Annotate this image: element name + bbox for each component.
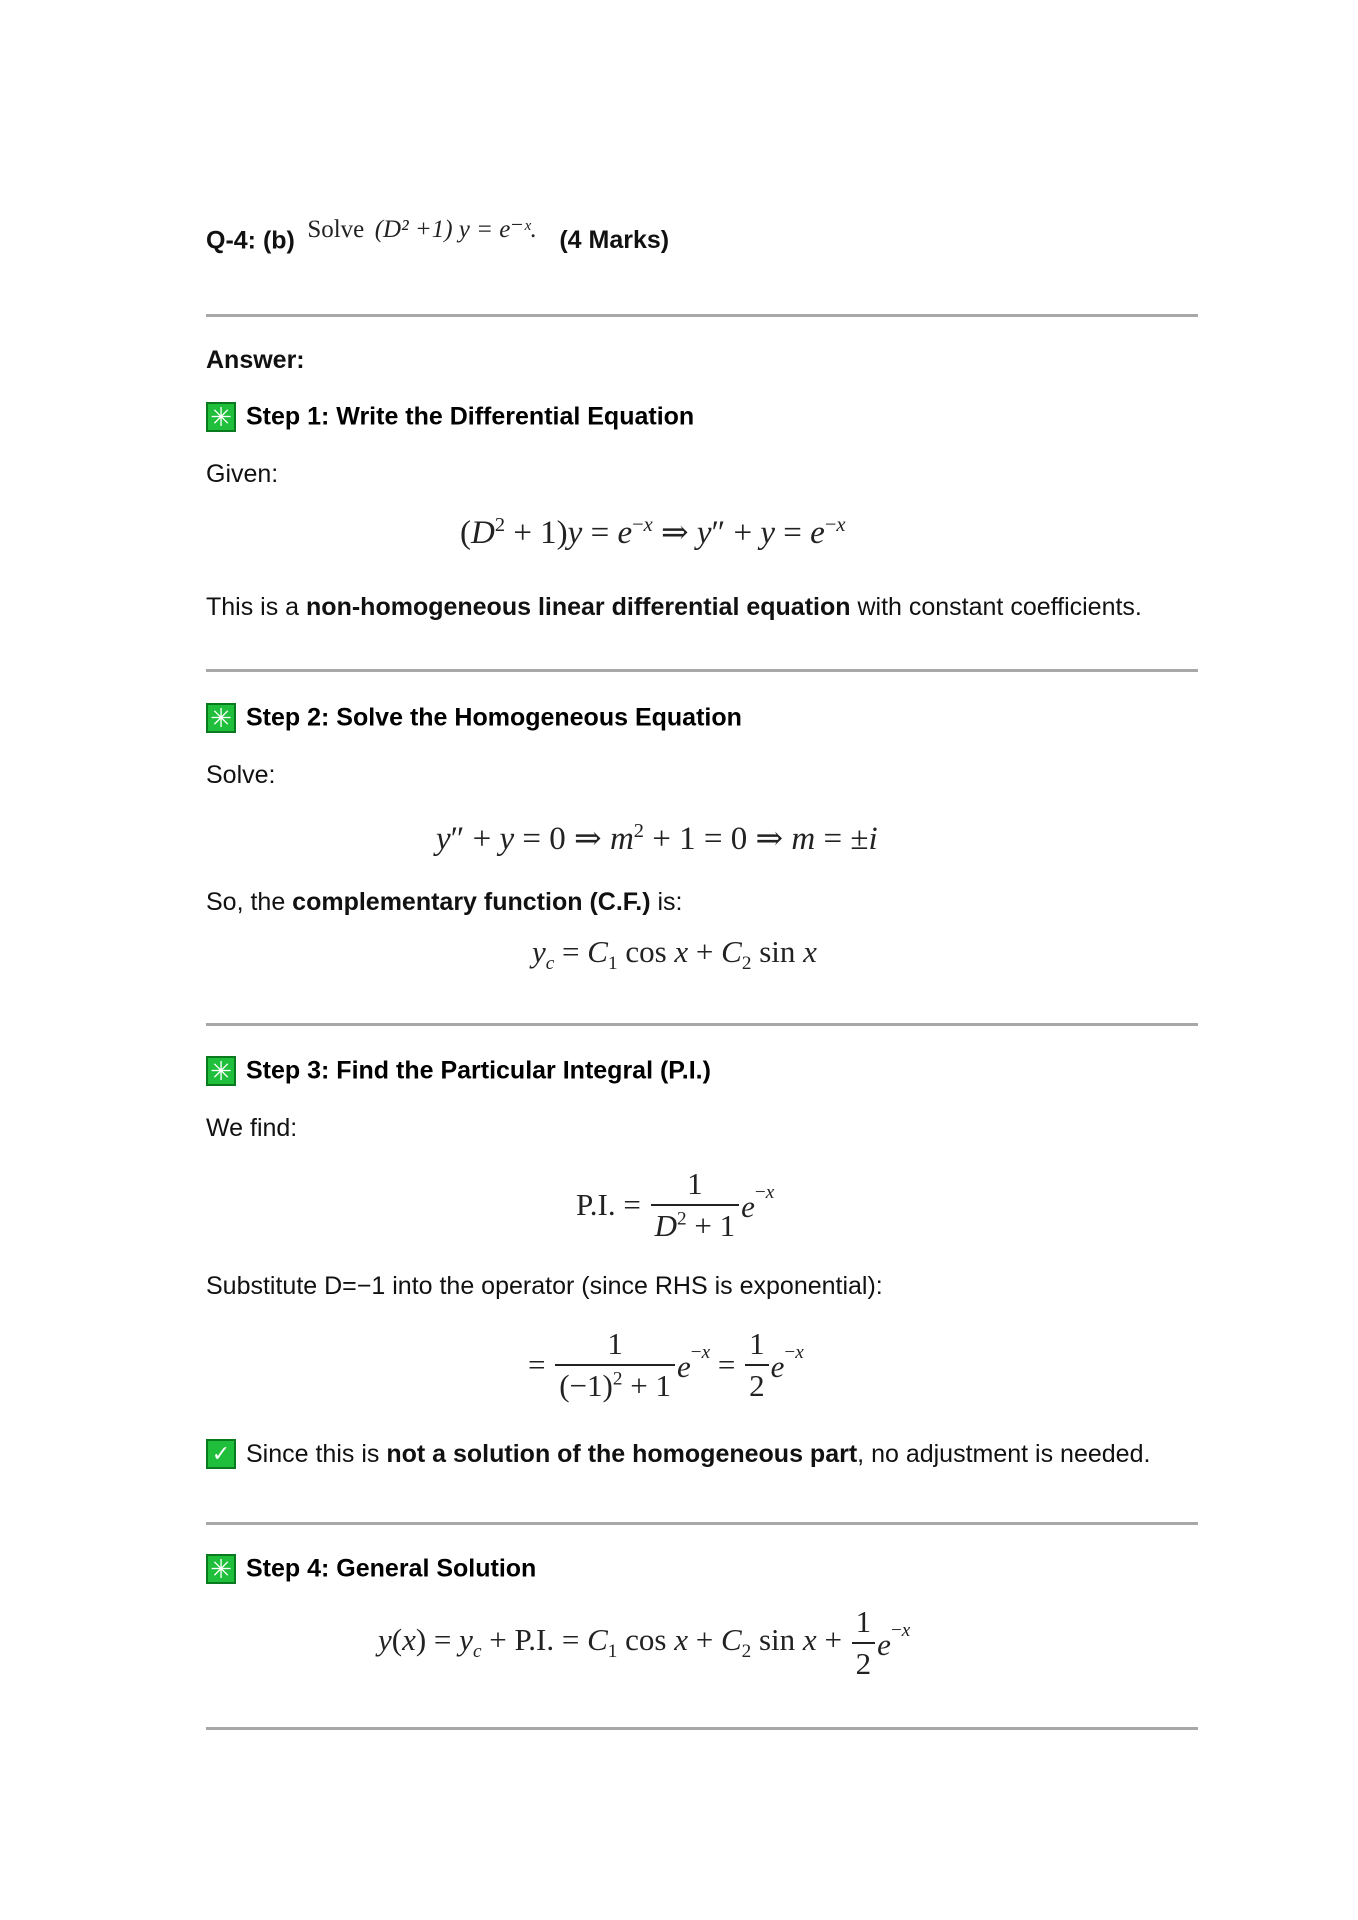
note-text: is: bbox=[650, 888, 683, 916]
note-bold: non-homogeneous linear differential equation bbox=[306, 593, 851, 621]
step-2-characteristic-equation: y″ + y = 0 ⇒ $m^2 + 1 = 0$ ⇒ m = ±i bbox=[436, 820, 878, 857]
divider bbox=[206, 669, 1198, 672]
question-prompt-math: (D² +1) y = e⁻ˣ. bbox=[374, 216, 537, 243]
step-2-intro: Solve: bbox=[206, 761, 276, 789]
divider bbox=[206, 1023, 1198, 1026]
step-1-note bbox=[206, 593, 1142, 622]
eight-spoked-asterisk-icon: ✳ bbox=[206, 402, 236, 432]
note-bold: not a solution of the homogeneous part bbox=[386, 1439, 858, 1468]
note-bold: complementary function (C.F.) bbox=[292, 888, 651, 916]
step-2-note bbox=[206, 888, 683, 917]
step-2-complementary-function: $y_c = C_1$ $\cos x + C_2$ sin x bbox=[532, 934, 817, 975]
step-3-particular-integral: P.I. = $\frac{1}{D^2 + 1}$ e $^{-x}$ bbox=[576, 1166, 775, 1243]
divider bbox=[206, 1727, 1198, 1730]
step-3-title: Step 3: Find the Particular Integral (P.I.) bbox=[246, 1056, 711, 1085]
note-text: This is a bbox=[206, 593, 307, 621]
divider bbox=[206, 1522, 1198, 1525]
note-text: with constant coefficients. bbox=[850, 593, 1142, 621]
step-1-intro: Given: bbox=[206, 460, 279, 488]
eight-spoked-asterisk-icon: ✳ bbox=[206, 703, 236, 733]
step-4-heading bbox=[206, 1554, 536, 1584]
step-3-intro: We find: bbox=[206, 1114, 298, 1142]
step-1-title: Step 1: Write the Differential Equation bbox=[246, 402, 695, 431]
note-text: , no adjustment is needed. bbox=[857, 1439, 1151, 1468]
step-3-heading bbox=[206, 1056, 711, 1086]
step-4-general-solution: $y(x) = y_c + P.I$. = $C_1$ $\cos x + C_2$ sin x + $\frac{1}{2}$ e $^{-x}$ bbox=[378, 1604, 911, 1681]
step-4-title: Step 4: General Solution bbox=[246, 1554, 537, 1583]
check-mark-button-icon: ✓ bbox=[206, 1439, 236, 1469]
step-2-title: Step 2: Solve the Homogeneous Equation bbox=[246, 703, 742, 732]
note-text: Since this is bbox=[246, 1439, 387, 1468]
question-header bbox=[206, 216, 1106, 266]
eight-spoked-asterisk-icon: ✳ bbox=[206, 1056, 236, 1086]
question-label: Q-4: (b) bbox=[206, 226, 295, 255]
eight-spoked-asterisk-icon: ✳ bbox=[206, 1554, 236, 1584]
question-prompt-word: Solve bbox=[307, 216, 365, 243]
step-1-heading bbox=[206, 402, 694, 432]
note-text: So, the bbox=[206, 888, 293, 916]
divider bbox=[206, 314, 1198, 317]
answer-label: Answer: bbox=[206, 346, 305, 374]
step-2-heading bbox=[206, 703, 742, 733]
step-3-substitute-text: Substitute D=−1 into the operator (since RHS is exponential): bbox=[206, 1272, 883, 1300]
step-3-substitution-equation: = $\frac{1}{(-1)^2 + 1}$ e $^{-x}$ = $\frac{1}{2}$ e $^{-x}$ bbox=[528, 1326, 804, 1403]
step-1-equation: $(D^2 + 1)y = e^{-x}$ ⇒ $y'' + y = e^{-x}$ bbox=[460, 514, 846, 551]
step-3-check-note bbox=[206, 1439, 1150, 1469]
question-marks: (4 Marks) bbox=[559, 226, 670, 255]
